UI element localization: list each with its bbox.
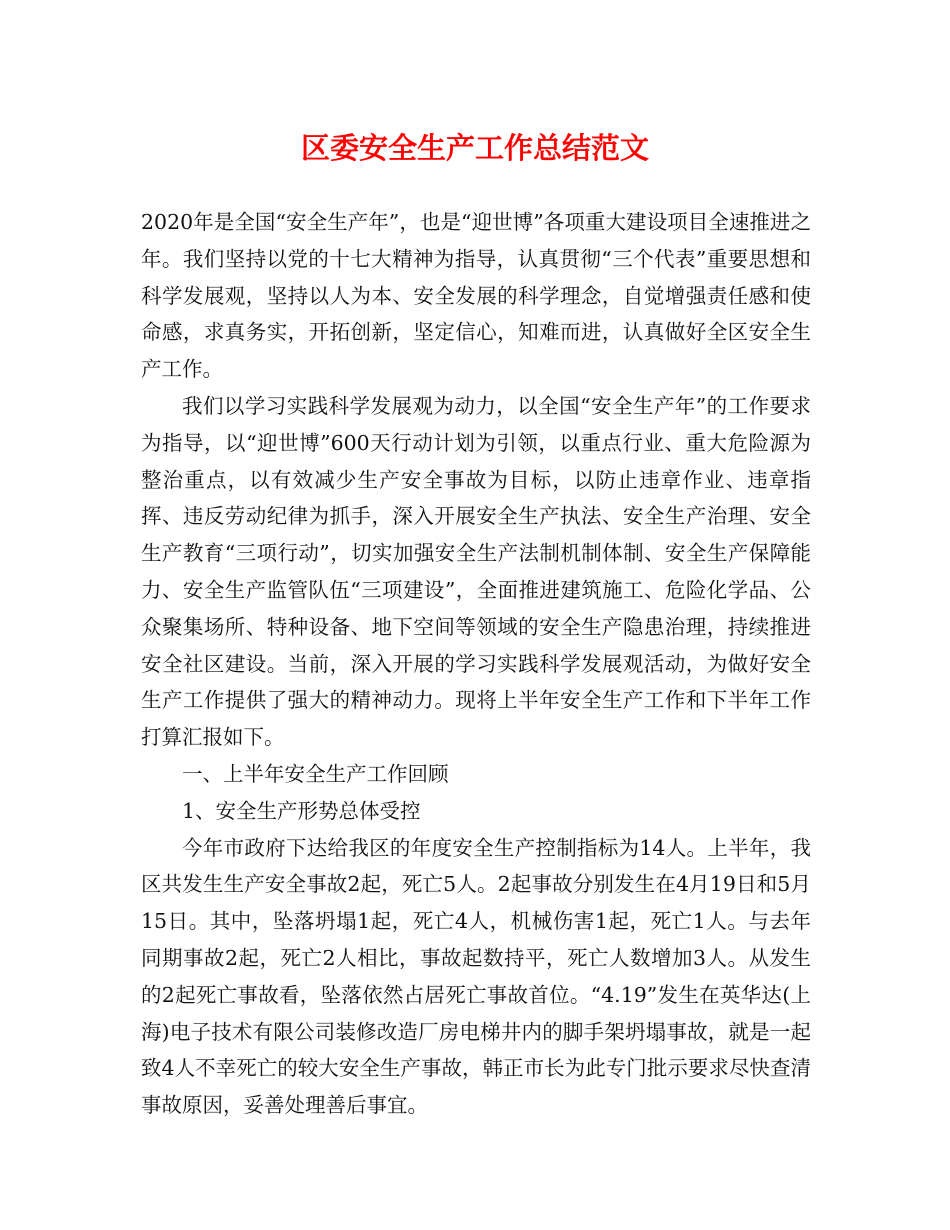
paragraph-intro: 2020年是全国“安全生产年”，也是“迎世博”各项重大建设项目全速推进之年。我们坚持以党的十七大精神为指导，认真贯彻“三个代表”重要思想和科学发展观，坚持以人为本、安全发展的科学理念，自觉增强责任感和使命感，求真务实，开拓创新，坚定信心，知难而进，认真做好全区安全生产工作。 [141, 210, 811, 382]
section-heading-review: 一、上半年安全生产工作回顾 [182, 761, 449, 786]
subsection-heading-situation: 1、安全生产形势总体受控 [182, 798, 421, 823]
paragraph-guidelines: 我们以学习实践科学发展观为动力，以全国“安全生产年”的工作要求为指导，以“迎世博”600天行动计划为引领，以重点行业、重大危险源为整治重点，以有效减少生产安全事故为目标，以防止违章作业、违章指挥、违反劳动纪律为抓手，深入开展安全生产执法、安全生产治理、安全生产教育“三项行动”，切实加强安全生产法制机制体制、安全生产保障能力、安全生产监管队伍“三项建设”，全面推进建筑施工、危险化学品、公众聚集场所、特种设备、地下空间等领域的安全生产隐患治理，持续推进安全社区建设。当前，深入开展的学习实践科学发展观活动，为做好安全生产工作提供了强大的精神动力。现将上半年安全生产工作和下半年工作打算汇报如下。 [141, 393, 811, 750]
document-title: 区委安全生产工作总结范文 [300, 131, 649, 165]
document-body [141, 204, 811, 1124]
paragraph-accident-stats: 今年市政府下达给我区的年度安全生产控制指标为14人。上半年，我区共发生生产安全事故2起，死亡5人。2起事故分别发生在4月19日和5月15日。其中，坠落坍塌1起，死亡4人，机械伤害1起，死亡1人。与去年同期事故2起，死亡2人相比，事故起数持平，死亡人数增加3人。从发生的2起死亡事故看，坠落依然占居死亡事故首位。“4.19”发生在英华达(上海)电子技术有限公司装修改造厂房电梯井内的脚手架坍塌事故，就是一起致4人不幸死亡的较大安全生产事故，韩正市长为此专门批示要求尽快查清事故原因，妥善处理善后事宜。 [141, 835, 811, 1118]
